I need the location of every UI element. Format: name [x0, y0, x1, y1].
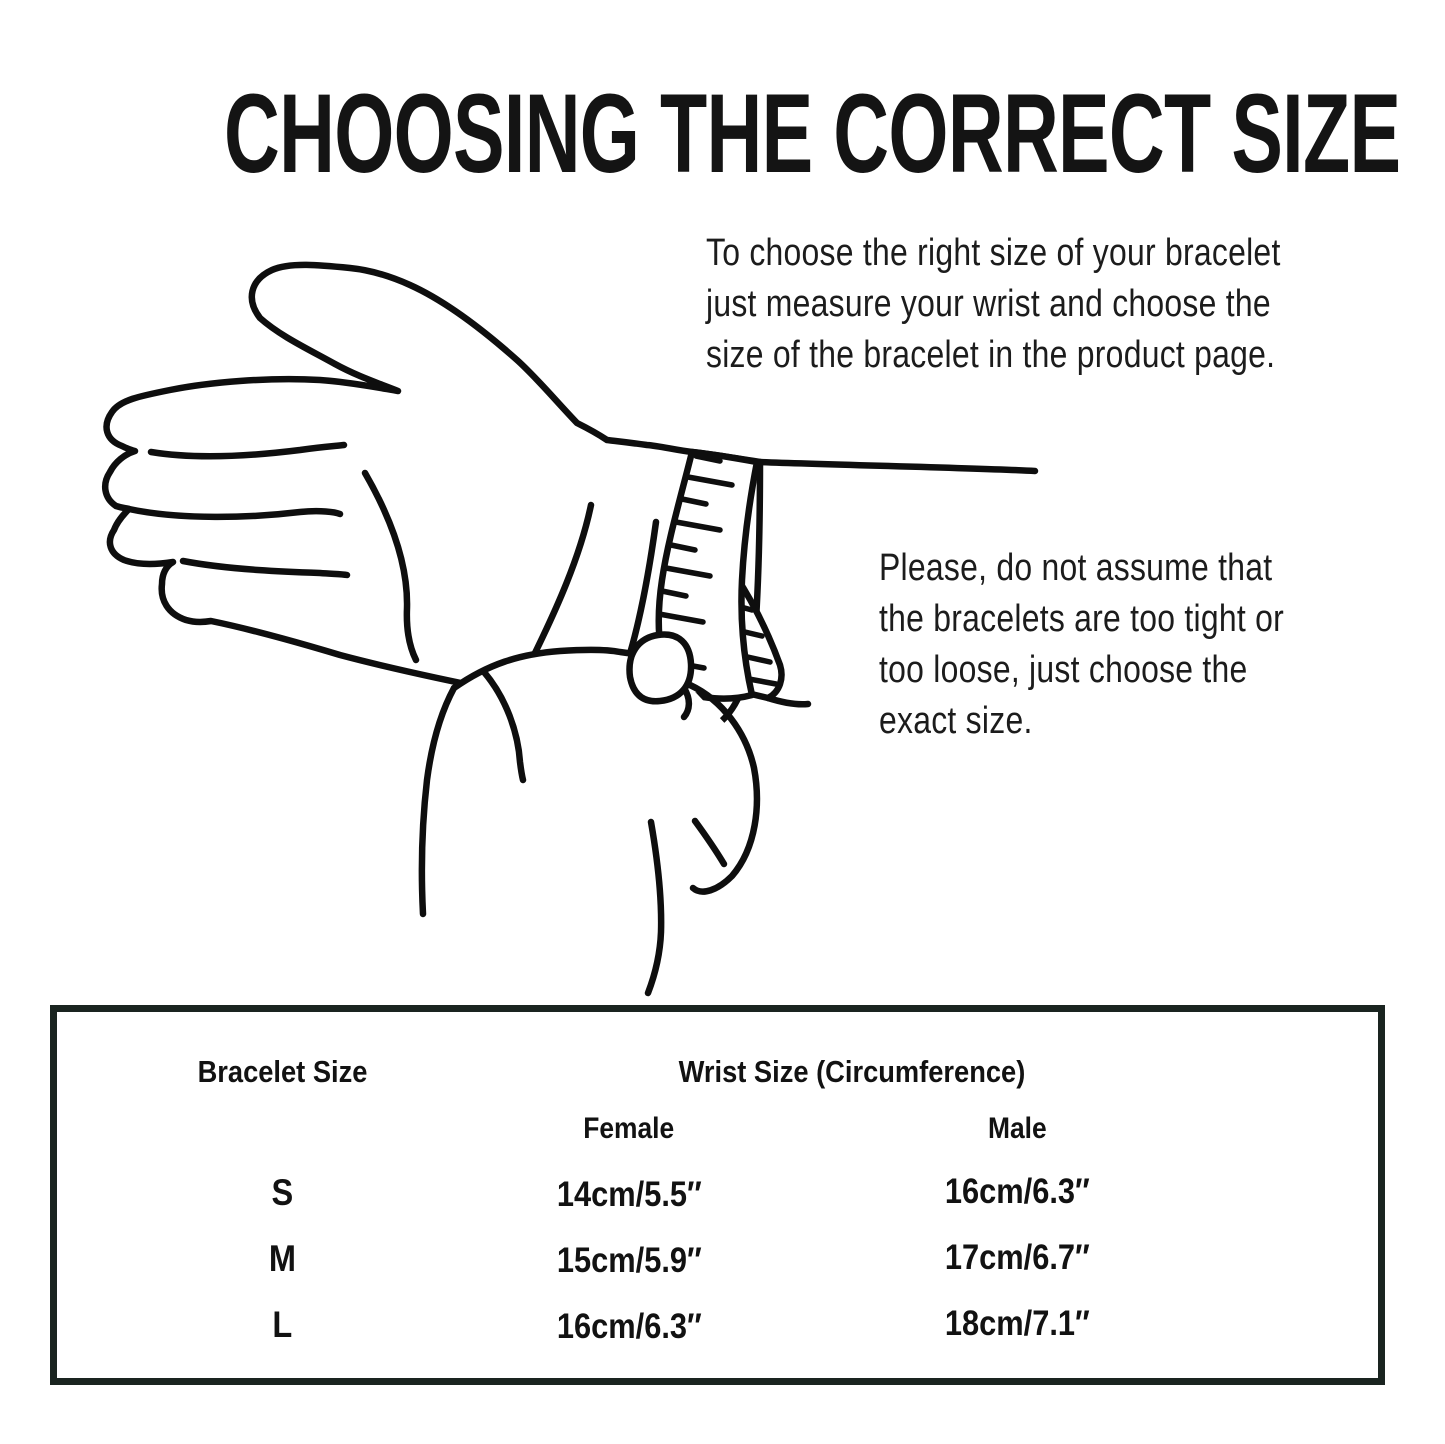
note-line: too loose, just choose the [879, 649, 1248, 691]
page-title: CHOOSING THE CORRECT SIZE [223, 71, 1401, 196]
wrist-measuring-illustration [50, 240, 1050, 1020]
size-label: S [271, 1172, 293, 1213]
tape-end-curl [768, 698, 808, 704]
intro-line: just measure your wrist and choose the [706, 283, 1271, 325]
female-value: 16cm/6.3″ [556, 1307, 702, 1346]
female-value: 15cm/5.9″ [556, 1241, 702, 1280]
size-label: L [272, 1304, 292, 1345]
note-line: exact size. [879, 700, 1033, 742]
thumbnail [630, 635, 692, 702]
size-label: M [268, 1238, 296, 1279]
forearm-line [760, 462, 1035, 471]
note-line: the bracelets are too tight or [879, 598, 1285, 640]
size-table [50, 1005, 1385, 1385]
intro-line: To choose the right size of your bracelet [706, 232, 1281, 274]
female-value: 14cm/5.5″ [556, 1175, 702, 1214]
male-value: 17cm/6.7″ [944, 1238, 1090, 1277]
note-line: Please, do not assume that [879, 547, 1273, 589]
intro-line: size of the bracelet in the product page. [706, 334, 1276, 376]
column-header-bracelet-size: Bracelet Size [197, 1054, 367, 1089]
male-value: 18cm/7.1″ [944, 1304, 1090, 1343]
subheader-female: Female [583, 1112, 675, 1145]
male-value: 16cm/6.3″ [944, 1172, 1090, 1211]
column-header-wrist-size: Wrist Size (Circumference) [678, 1054, 1026, 1089]
subheader-male: Male [987, 1112, 1047, 1145]
